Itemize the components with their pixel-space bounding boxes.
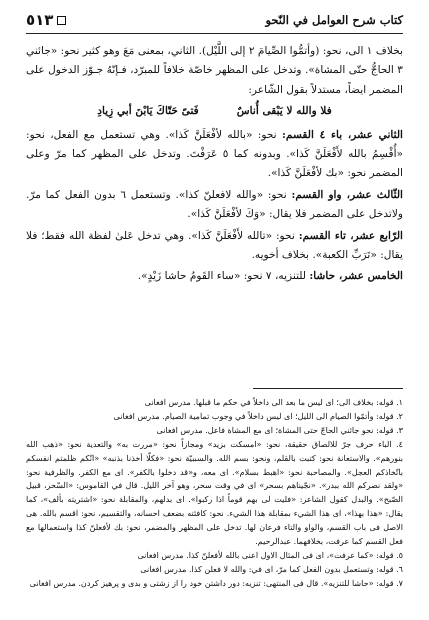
footnote: ٦. قوله: وتستعمل بدون الفعل كما مرّ، اى في: والله لا فعلن كذا. مدرس افغانى [140, 564, 403, 574]
section-heading: الرّابع عشر، تاء القسم: [298, 229, 403, 242]
poem-hemistich-right: فلا والله لا يَبْقى أُناسٌ [236, 105, 332, 118]
page-header [26, 10, 403, 34]
footnote: ٧. قوله: «حاشا للتنزيه». قال فى المنتهى: تنزيه: دور داشتن خود را از زشتى و بدى و پرهيز كردن. مدرس افغانى [29, 578, 403, 588]
paragraph-intro: بخلاف ١ الى، نحو: (وأتمُّوا الصِّيامَ ٢ إلى اللَّيْل). الثاني، بمعنى مَعَ وهو كثير نحو: «جائني ٣ الحاجُّ حتّى المشاة». وتدخل على المظهر خاصّة خلافاً للمبرّد، فـإنّهُ جـوّز الدخول على المضمر ايضاً، مستدلاً بقول الشّاعر: [26, 45, 403, 96]
section-body: نحو: «والله لافعلنّ كذا». وتستعمل ٦ بدون الفعل كما مرّ. ولاتدخل على المضمر فلا يقال: «وَكَ لأفْعَلَنَّ كَذا». [26, 188, 403, 221]
section-body: نحو: «تالله لأَفْعَلَنَّ كَذا». وهي تدخل عَلىٰ لفظة الله فقط؛ فلا يقال: «تَرَبِّ الكعبة». بخلاف أخويه. [26, 229, 403, 262]
footnote: ١. قوله: بخلاف الى؛ اى ليس ما بعد الى داخلاً في حكم ما قبلها. مدرس افغانى [144, 398, 403, 407]
section-body: نحو: «بالله لأفْعَلَنَّ كَذا». وهي تستعمل مع الفعل، نحو: «أُقْسِمُ بالله لأَفْعَلَنَّ كَذا». وبدونه كما ٥ عَرَفْتَ. وتدخل على المظهر كما مرّ وعلى المضمر نحو: «بك لأفْعَلَنَّ كَذا». [26, 128, 403, 180]
page-number-group [26, 11, 70, 29]
section-heading: الخامس عشر، حاشا: [309, 270, 403, 283]
poem-hemistich-left: فَتىً حَتّاكَ يَابْنَ أبي زِيادِ [97, 105, 199, 118]
paragraph-ta-qasam [26, 227, 403, 266]
footnote: ٥. قوله: «كما عرفت»، اى فى المثال الاول اعنى بالله لأفعلنّ كذا. مدرس افغانى [137, 550, 403, 560]
ornament-square-icon [57, 16, 66, 25]
section-body: للتنزيه، ٧ نحو: «ساء القَومُ حاشا زَيْدٍ». [137, 270, 306, 283]
footnotes-section [26, 396, 403, 591]
paragraph-waw-qasam [26, 186, 403, 225]
poem-verse [26, 102, 403, 121]
main-text [26, 42, 403, 289]
section-heading: الثّالث عشر، واو القسم: [291, 188, 404, 201]
page-number: ٥١٣ [26, 11, 54, 29]
footnote: ٤. الباء حرف جرّ للالصاق حقيقة، نحو: «امسكت بزيد» ومجازاً نحو: «مررت به» والتعدية نحو: «ذهب الله بنورهم». والاستعانة نحو: كتبت بالقلم، ونحو: بسم الله. والسببيّة نحو: «فكلّا أخذنا بذنبه» «انّكم ظلمتم انفسكم باتّخاذكم العجل». والمصاحبة نحو: «اهبط بسلام». اى معه، و«قد دخلوا بالكفر». اى مع الكفر. والظرفية نحو: «ولقد نصركم الله ببدر». «نجّيناهم بسحر» اى في وقت سحر، وهو آخر الليل. قال في القاموس: «السّحر، قبيل الصّبح». والبدل كقول الشاعر: «فليت لى بهم قوماً اذا ركبوا». اى بدلهم، والمقابلة نحو: «اشتريته بألف»، كما يقال: «هذا بهذا»، اى هذا الشيء بمقابلة هذا الشيء. نحو: كافئته بضعف احسانه، والتقسيم، نحو: اقسم بالله. هى الاصل فى باب القسم، والواو والتاء فرعان لها. تدخل على المظهر والمضمر، نحو: بك لأفعلنّ كذا واستعمالها مع فعل القسم كما عرفت، بخلافهما. عبدالرحيم. [26, 439, 403, 547]
footnote-divider [253, 388, 403, 389]
paragraph-ba-qasam [26, 126, 403, 184]
footnote: ٣. قوله: نحو جائني الحاجّ حتى المشاة؛ اى مع المشاة فاعل. مدرس افغانى [156, 425, 403, 435]
section-heading: الثاني عشر، باء ٤ القسم: [282, 128, 403, 141]
running-title: كتاب شرح العوامل في النّحو [265, 13, 403, 27]
paragraph-hasha [26, 267, 403, 286]
footnote: ٢. قوله: وأتمّوا الصيام الى الليل؛ اى ليس داخلاً في وجوب تمامية الصيام. مدرس افغانى [113, 411, 403, 421]
